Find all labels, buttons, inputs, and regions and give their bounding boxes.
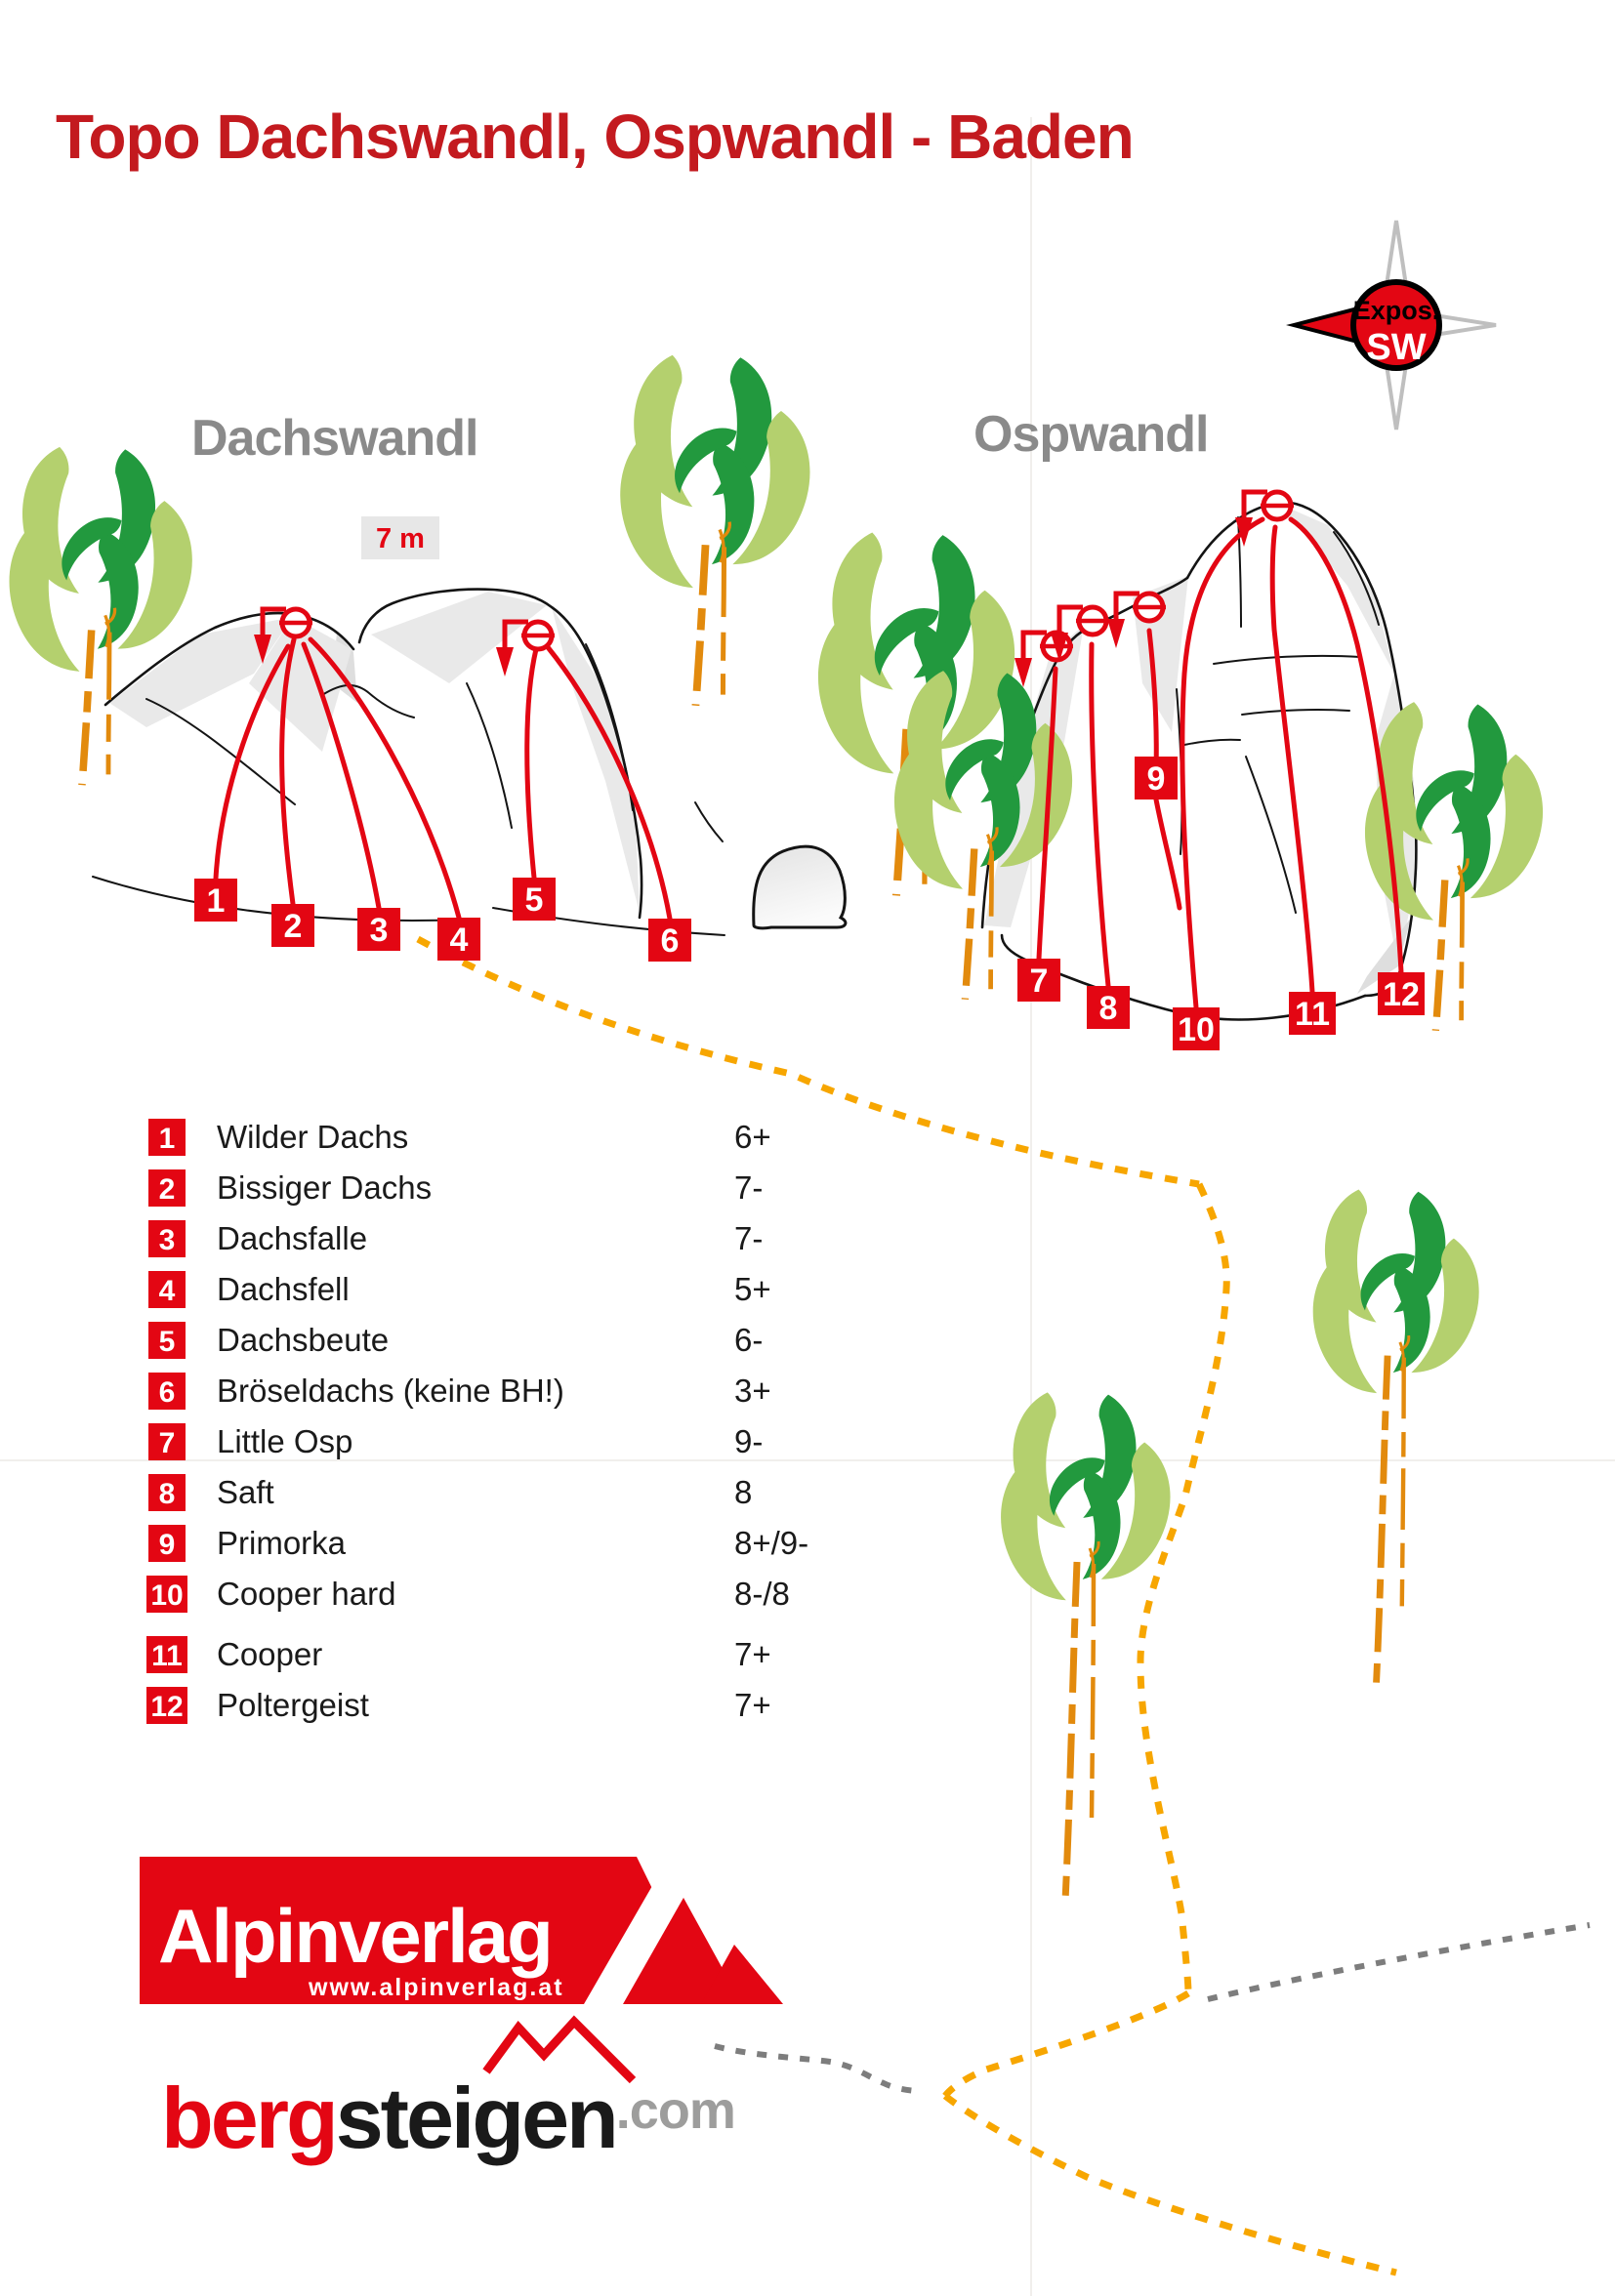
route-list-row (148, 1474, 752, 1511)
svg-text:2: 2 (283, 908, 303, 945)
svg-text:9: 9 (1146, 760, 1166, 798)
route-list-row (148, 1220, 763, 1257)
svg-text:7: 7 (1029, 963, 1049, 1000)
svg-text:11: 11 (151, 1640, 183, 1672)
svg-text:10: 10 (150, 1579, 184, 1612)
route-list-row (148, 1169, 763, 1207)
rock-face-dachswandl (93, 590, 725, 935)
wall-label-dachswandl: Dachswandl (191, 410, 478, 467)
svg-text:5: 5 (158, 1326, 176, 1358)
svg-text:8-/8: 8-/8 (734, 1576, 790, 1612)
route-list-row (148, 1119, 771, 1156)
route-marker (1135, 757, 1178, 800)
svg-text:1: 1 (206, 882, 226, 920)
route-list (146, 1119, 808, 1724)
svg-text:1: 1 (158, 1123, 176, 1155)
wall-label-ospwandl: Ospwandl (973, 406, 1209, 463)
route-list-row (148, 1423, 763, 1460)
bergsteigen-logo (161, 2022, 735, 2166)
route-marker (1017, 959, 1060, 1002)
svg-text:Cooper hard: Cooper hard (217, 1576, 396, 1612)
boulder (754, 846, 846, 928)
svg-text:5: 5 (524, 882, 544, 919)
svg-text:Dachsfell: Dachsfell (217, 1271, 350, 1307)
svg-text:Cooper: Cooper (217, 1636, 323, 1672)
tree-icon (983, 1391, 1189, 1901)
route-marker (194, 879, 237, 922)
route-list-row (148, 1271, 771, 1308)
route-marker (1289, 992, 1336, 1035)
route-list-row (148, 1322, 763, 1359)
svg-text:6-: 6- (734, 1322, 764, 1358)
compass-exposure-value: SW (1366, 327, 1427, 368)
svg-text:Wilder Dachs: Wilder Dachs (217, 1119, 409, 1155)
route-marker (437, 918, 480, 961)
svg-text:12: 12 (150, 1691, 184, 1723)
svg-text:7-: 7- (734, 1169, 764, 1206)
route-line-11 (1272, 527, 1312, 992)
svg-text:6: 6 (158, 1376, 176, 1409)
svg-text:7+: 7+ (734, 1687, 771, 1723)
anchor-icon (496, 622, 555, 676)
svg-text:Primorka: Primorka (217, 1525, 347, 1561)
route-marker (1087, 986, 1130, 1029)
svg-text:4: 4 (158, 1275, 176, 1307)
route-list-row (148, 1373, 771, 1410)
route-list-row (146, 1576, 790, 1613)
svg-text:3: 3 (158, 1224, 176, 1256)
route-list-row (146, 1687, 771, 1724)
tree-icon (600, 354, 832, 706)
alpinverlag-logo (140, 1857, 783, 2004)
svg-text:3+: 3+ (734, 1373, 771, 1409)
svg-text:8: 8 (1098, 990, 1118, 1027)
route-marker (513, 878, 556, 921)
svg-text:Little Osp: Little Osp (217, 1423, 353, 1459)
svg-text:Bissiger Dachs: Bissiger Dachs (217, 1169, 433, 1206)
page-title: Topo Dachswandl, Ospwandl - Baden (56, 102, 1134, 172)
svg-text:Dachsfalle: Dachsfalle (217, 1220, 368, 1256)
svg-text:6: 6 (660, 922, 680, 960)
svg-text:6+: 6+ (734, 1119, 771, 1155)
svg-text:8: 8 (158, 1478, 176, 1510)
approach-trail-gray (715, 1925, 1590, 2091)
tree-icon (0, 446, 214, 785)
svg-text:Dachsbeute: Dachsbeute (217, 1322, 390, 1358)
compass-rose-icon (1294, 221, 1496, 430)
route-marker (357, 908, 400, 951)
route-line-10 (1182, 519, 1263, 1007)
height-badge (361, 516, 439, 559)
route-marker (1173, 1007, 1220, 1050)
height-badge-label: 7 m (376, 523, 425, 554)
svg-text:7+: 7+ (734, 1636, 771, 1672)
route-list-row (146, 1636, 771, 1673)
svg-text:Saft: Saft (217, 1474, 274, 1510)
route-marker (271, 904, 314, 947)
tree-icon (1296, 1189, 1498, 1688)
svg-text:9-: 9- (734, 1423, 764, 1459)
svg-text:11: 11 (1295, 996, 1330, 1033)
alpinverlag-url: www.alpinverlag.at (309, 1974, 564, 2001)
route-list-row (148, 1525, 808, 1562)
svg-text:3: 3 (369, 912, 389, 949)
svg-text:8+/9-: 8+/9- (734, 1525, 809, 1561)
route-marker (1378, 972, 1425, 1015)
svg-text:9: 9 (158, 1529, 176, 1561)
compass-exposure-label: Expos. (1352, 296, 1440, 325)
svg-text:8: 8 (734, 1474, 753, 1510)
svg-text:2: 2 (158, 1173, 176, 1206)
svg-text:4: 4 (449, 922, 469, 959)
bergsteigen-logo-text: bergsteigen.com (161, 2070, 735, 2166)
svg-text:5+: 5+ (734, 1271, 771, 1307)
route-line-8 (1092, 644, 1108, 986)
svg-text:7: 7 (158, 1427, 176, 1459)
svg-text:10: 10 (1178, 1011, 1215, 1048)
svg-text:Bröseldachs (keine BH!): Bröseldachs (keine BH!) (217, 1373, 564, 1409)
alpinverlag-logo-text: Alpinverlag (158, 1893, 552, 1979)
route-line-5 (527, 649, 536, 878)
svg-text:7-: 7- (734, 1220, 764, 1256)
svg-text:Poltergeist: Poltergeist (217, 1687, 369, 1723)
svg-text:12: 12 (1383, 976, 1420, 1013)
route-marker (648, 919, 691, 962)
